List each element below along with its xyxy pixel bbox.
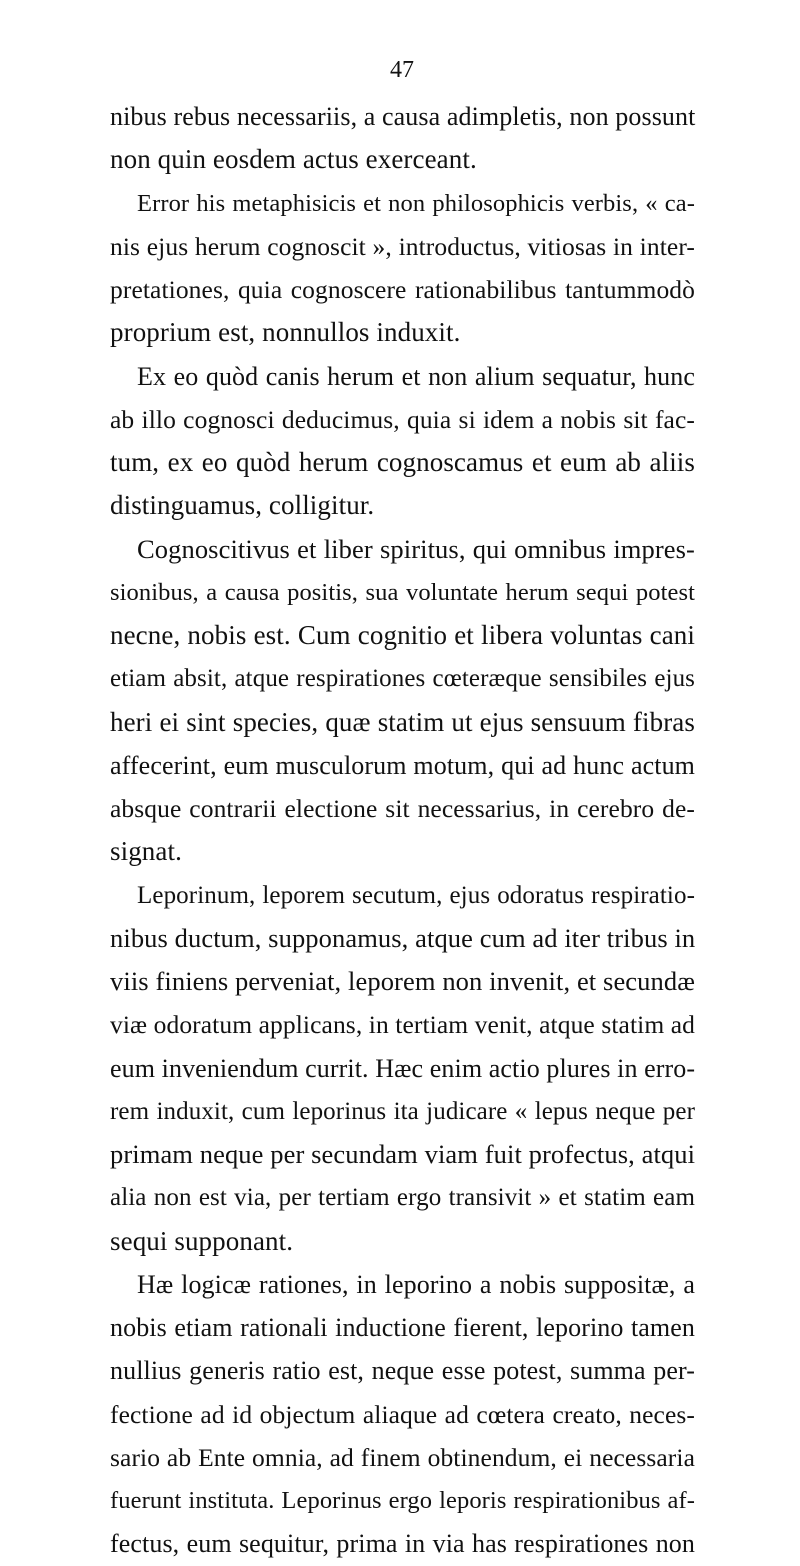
text-line: viæ odoratum applicans, in tertiam venit, atque statim ad [110, 1010, 695, 1040]
text-line: viis finiens perveniat, leporem non invenit, et secundæ [110, 966, 695, 996]
text-line: Leporinum, leporem secutum, ejus odoratus respiratio- [137, 881, 695, 909]
text-line: pretationes, quia cognoscere rationabilibus tantummodò [110, 275, 695, 304]
text-line: sequi supponant. [110, 1225, 294, 1256]
text-line: fuerunt instituta. Leporinus ergo leporis respirationibus af- [110, 1487, 695, 1514]
text-line: nibus ductum, supponamus, atque cum ad iter tribus in [110, 922, 696, 953]
text-line: signat. [110, 836, 182, 867]
text-line: fectus, eum sequitur, prima in via has respirationes non [110, 1529, 695, 1559]
text-line: etiam absit, atque respirationes cœteræque sensibiles ejus [110, 665, 695, 693]
text-line: necne, nobis est. Cum cognitio et libera voluntas cani [110, 620, 695, 650]
text-line: heri ei sint species, quæ statim ut ejus sensuum fibras [110, 706, 695, 737]
text-line: Hæ logicæ rationes, in leporino a nobis suppositæ, a [137, 1269, 695, 1299]
text-line: fectione ad id objectum aliaque ad cœtera creato, neces- [110, 1399, 695, 1429]
text-line: primam neque per secundam viam fuit profectus, atqui [110, 1139, 696, 1169]
text-line: distinguamus, colligitur. [110, 490, 375, 521]
text-line: eum inveniendum currit. Hæc enim actio plures in erro- [110, 1053, 696, 1083]
text-line: nis ejus herum cognoscit », introductus, vitiosas in inter- [110, 231, 695, 261]
text-line: nibus rebus necessariis, a causa adimpletis, non possunt [110, 102, 696, 131]
text-line: rem induxit, cum leporinus ita judicare « lepus neque per [110, 1097, 695, 1125]
text-line: nullius generis ratio est, neque esse potest, summa per- [110, 1356, 695, 1386]
text-line: Error his metaphisicis et non philosophicis verbis, « ca- [137, 189, 695, 217]
text-line: Ex eo quòd canis herum et non alium sequatur, hunc [137, 361, 695, 391]
page-number: 47 [390, 57, 414, 83]
text-line: alia non est via, per tertiam ergo transivit » et statim eam [110, 1184, 695, 1212]
text-line: sario ab Ente omnia, ad finem obtinendum, ei necessaria [110, 1442, 695, 1472]
text-line: ab illo cognosci deducimus, quia si idem a nobis sit fac- [110, 404, 695, 434]
text-line: sionibus, a causa positis, sua voluntate herum sequi potest [110, 578, 695, 606]
text-line: nobis etiam rationali inductione fierent, leporino tamen [110, 1313, 695, 1342]
text-line: proprium est, nonnullos induxit. [110, 317, 461, 348]
body-text [110, 95, 695, 1566]
text-line: absque contrarii electione sit necessarius, in cerebro de- [110, 794, 695, 823]
text-line: non quin eosdem actus exerceant. [110, 144, 477, 175]
text-line: affecerint, eum musculorum motum, qui ad hunc actum [110, 750, 695, 780]
text-line: Cognoscitivus et liber spiritus, qui omnibus impres- [137, 533, 695, 564]
text-line: tum, ex eo quòd herum cognoscamus et eum ab aliis [110, 447, 695, 477]
